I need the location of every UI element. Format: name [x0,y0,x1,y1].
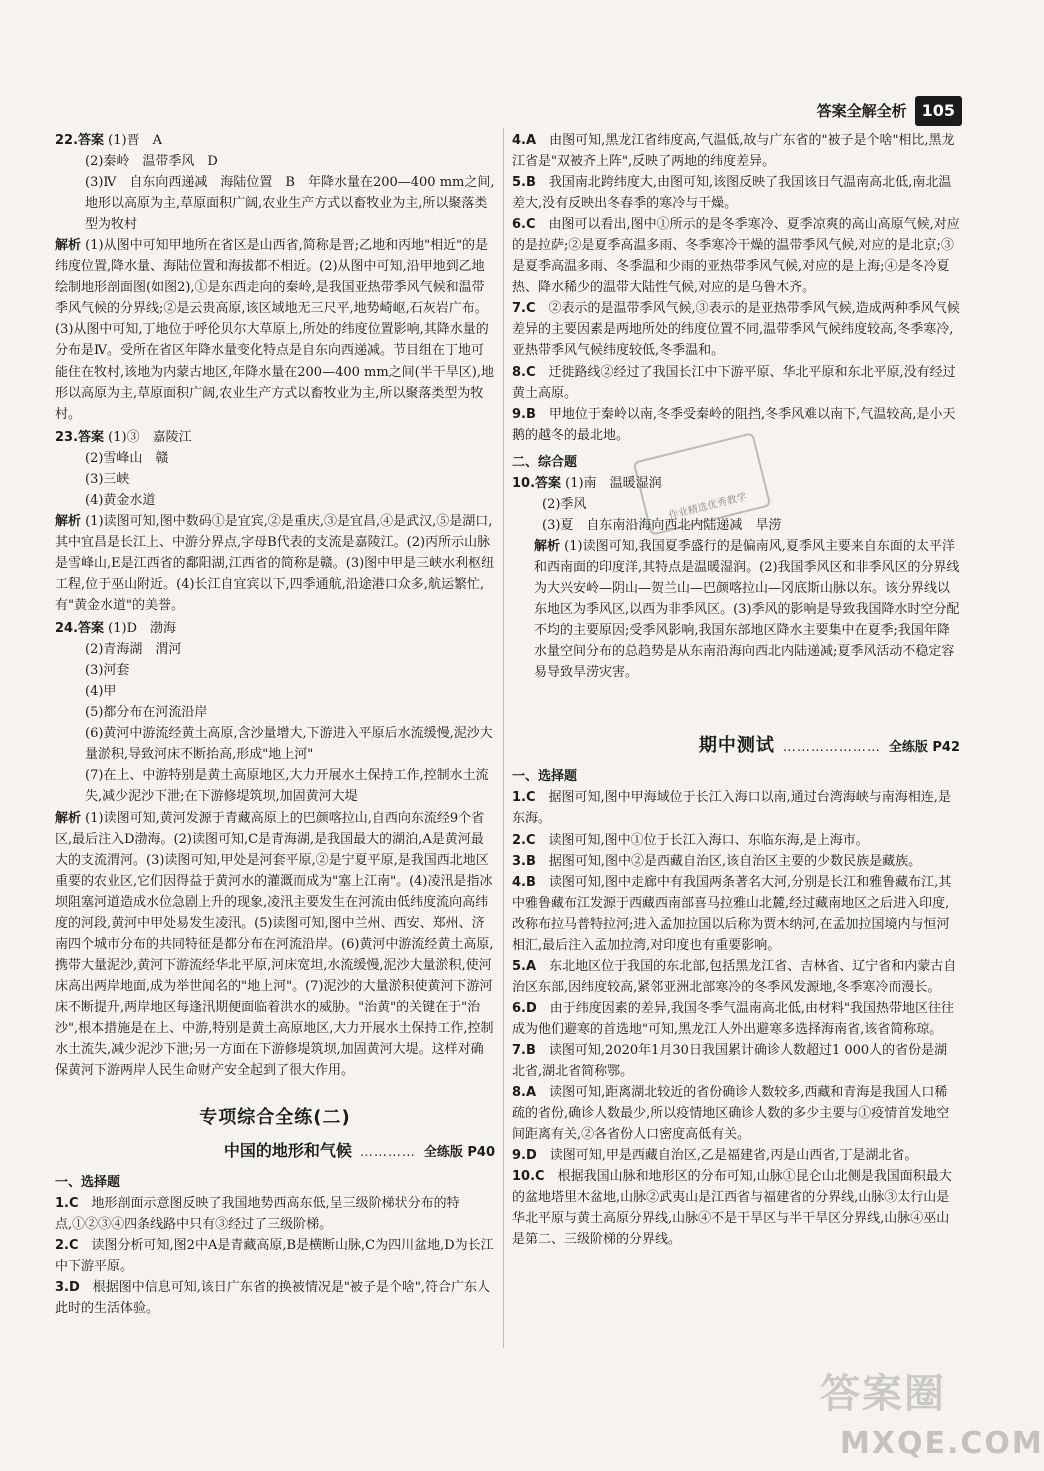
stamp-text: 作业精选优秀教学 [667,491,748,522]
choice-text: 由图可知,黑龙江省纬度高,气温低,故与广东省的"被子是个啥"相比,黑龙江省是"双被齐上阵",反映了两地的纬度差异。 [512,133,955,170]
choice-label: 3.B [512,853,536,869]
answer-line: (6)黄河中游流经黄土高原,含沙量增大,下游进入平原后水流缓慢,泥沙大量淤积,导致河床不断抬高,形成"地上河" [85,726,493,763]
choice-label: 4.A [512,133,537,148]
choice-text: 读图可知,距离湖北较近的省份确诊人数较多,西藏和青海是我国人口稀疏的省份,确诊人数最少,所以疫情地区确诊人数的多少主要与①疫情首发地空间距离有关,②各省份人口密度高低有关。 [512,1085,950,1143]
choice-text: 读图可知,图中走廊中有我国两条著名大河,分别是长江和雅鲁藏布江,其中雅鲁藏布江发源于西藏西南部喜马拉雅山北麓,经过藏南地区之后进入印度,改称布拉马普特拉河;进入孟加拉国以后称为贾木纳河,在孟加拉国境内与恒河相汇,最后注入孟加拉湾,对印度也有重要影响。 [512,874,952,953]
special-practice-title: 专项综合全练(二) [199,1107,351,1129]
page-header [817,96,962,126]
explanation-label: 解析 [55,238,82,254]
choice-text: 我国南北跨纬度大,由图可知,该图反映了我国该日气温南高北低,南北温差大,没有反映出冬春季的寒冷与干燥。 [512,175,952,212]
choice-item [512,1145,960,1166]
answer-line: (2)雪峰山 赣 [85,450,169,466]
answer-label: 22.答案 [55,133,105,148]
explanation-label: 解析 [55,513,82,529]
answer-line: (3)夏 自东南沿海向西北内陆递减 旱涝 [542,517,782,533]
left-column [55,130,495,1320]
choice-item [55,1193,495,1235]
header-title: 答案全解全析 [816,101,907,120]
answer-line: (4)黄金水道 [85,492,156,508]
choice-label: 8.A [512,1085,537,1101]
choice-item [512,1082,960,1145]
choice-text: 根据我国山脉和地形区的分布可知,山脉①昆仑山北侧是我国面积最大的盆地塔里木盆地,山脉②武夷山是江西省与福建省的分界线,山脉③太行山是华北平原与黄土高原分界线,山脉④不是干旱区与半干旱区分界线,山脉④巫山是第二、三级阶梯的分界线。 [512,1169,952,1248]
choice-text: 迁徙路线②经过了我国长江中下游平原、华北平原和东北平原,没有经过黄土高原。 [512,364,956,401]
explanation-text: (1)读图可知,黄河发源于青藏高原上的巴颜喀拉山,自西向东流经9个省区,最后注入D渤海。(2)读图可知,C是青海湖,是我国最大的湖泊,A是黄河最大的支流渭河。(3)读图可知,甲处是河套平原,②是宁夏平原,是我国西北地区重要的农业区,它们因得益于黄河水的灌溉而成为"塞上江南"。(4)凌汛是指冰坝阻塞河道造成水位急剧上升的现象,凌汛主要发生在河流由低纬度流向高纬度的河段,黄河中甲处易发生凌汛。(5)读图可知,图中兰州、西安、郑州、济南四个城市分布的共同特征是都分布在河流沿岸。(6)黄河中游流经黄土高原,携带大量泥沙,黄河下游流经华北平原,河床宽坦,水流缓慢,泥沙大量淤积,使河床高出两岸地面,成为举世闻名的"地上河"。(7)泥沙的大量淤积使黄河下游河床不断提升,两岸地区每逢汛期便面临着洪水的威胁。"治黄"的关键在于"治沙",根本措施是在上、中游,特别是黄土高原地区,大力开展水土保持工作,控制水土流失,减少泥沙下泄;另一方面在下游修堤筑坝,加固黄河大堤。这样对确保黄河下游两岸人民生命财产安全起到了很大作用。 [55,810,494,1079]
choice-text: 读图可知,甲是西藏自治区,乙是福建省,丙是山西省,丁是湖北省。 [549,1148,918,1164]
choice-text: 由于纬度因素的差异,我国冬季气温南高北低,由材料"我国热带地区往往成为他们避寒的首选地"可知,黑龙江人外出避寒多选择海南省,该省简称琼。 [512,1000,955,1037]
choice-item [512,298,960,361]
choice-item [55,1277,495,1319]
choice-label: 2.C [512,832,536,848]
topic-heading [55,1138,495,1164]
answer-line: (4)甲 [85,684,117,700]
choice-text: 读图分析可知,图2中A是青藏高原,B是横断山脉,C为四川盆地,D为长江中下游平原。 [55,1238,494,1275]
watermark-url: MXQE.COM [840,1426,1044,1461]
choice-item [512,362,960,404]
choice-label: 6.D [512,1000,537,1016]
explanation-text: (1)从图中可知甲地所在省区是山西省,简称是晋;乙地和丙地"相近"的是纬度位置,降水量、海陆位置和海拔都不相近。(2)从图中可知,沿甲地到乙地绘制地形剖面图(如图2),①是东西走向的秦岭,是我国亚热带季风气候和温带季风气候的分界线;②是云贵高原,该区域地无三尺平,地势崎岖,石灰岩广布。(3)从图中可知,丁地位于呼伦贝尔大草原上,所处的纬度位置影响,其降水量的分布是Ⅳ。受所在省区年降水量变化特点是自东向西递减。节目组在丁地可能住在牧村,该地为内蒙古地区,年降水量在200—400 mm之间(半干旱区),地形以高原为主,草原面积广阔,农业生产方式以畜牧业为主,所以聚落类型为牧村。 [55,238,494,422]
answer-line: (3)三峡 [85,471,130,487]
page-reference: 全练版 P40 [423,1145,495,1161]
explanation-label: 解析 [534,538,561,554]
section-heading: 一、选择题 [55,1175,121,1191]
explanation-label: 解析 [55,810,82,826]
answer-label: 23.答案 [55,429,105,445]
choice-text: 读图可知,图中①位于长江入海口、东临东海,是上海市。 [548,832,869,848]
choice-item [512,787,960,829]
choice-item [512,1166,960,1250]
choice-label: 8.C [512,364,536,380]
page-reference: 全练版 P42 [888,740,960,756]
choice-item [512,172,960,214]
midterm-heading [512,731,960,760]
choice-label: 7.B [512,1042,536,1058]
choice-label: 3.D [55,1280,80,1296]
explanation-text: (1)读图可知,图中数码①是宜宾,②是重庆,③是宜昌,④是武汉,⑤是湖口,其中宜昌是长江上、中游分界点,字母B代表的支流是嘉陵江。(2)丙所示山脉是雪峰山,E是江西省的鄱阳湖,江西省的简称是赣。(3)图中甲是三峡水利枢纽工程,位于巫山附近。(4)长江自宜宾以下,四季通航,沿途港口众多,航运繁忙,有"黄金水道"的美誉。 [55,513,495,614]
answer-label: 10.答案 [512,475,562,491]
section-heading: 二、综合题 [512,454,578,470]
choice-label: 9.B [512,406,536,422]
choice-text: 读图可知,2020年1月30日我国累计确诊人数超过1 000人的省份是湖北省,湖北省简称鄂。 [512,1042,948,1080]
choice-text: 根据图中信息可知,该日广东省的换被情况是"被子是个啥",符合广东人此时的生活体验。 [55,1280,491,1317]
choice-label: 5.B [512,175,536,191]
section-heading: 一、选择题 [512,769,578,785]
choice-item [512,130,960,172]
answer-24 [55,618,495,1081]
topic-title: 中国的地形和气候 [223,1141,352,1161]
choice-text: 地形剖面示意图反映了我国地势西高东低,呈三级阶梯状分布的特点,①②③④四条线路中只有③经过了三级阶梯。 [55,1196,460,1233]
choice-label: 2.C [55,1238,79,1254]
answer-line: (1)晋 A [108,133,162,148]
choice-item [512,830,960,851]
choice-item [512,872,960,956]
column-divider [503,128,504,1348]
choice-text: 东北地区位于我国的东北部,包括黑龙江省、吉林省、辽宁省和内蒙古自治区东部,因纬度较高,紧邻亚洲北部寒冷的冬季风发源地,冬季寒冷而漫长。 [512,958,957,995]
choice-label: 6.C [512,217,536,233]
choice-text: 甲地位于秦岭以南,冬季受秦岭的阻挡,冬季风难以南下,气温较高,是小天鹅的越冬的最北地。 [512,406,956,443]
choice-text: ②表示的是温带季风气候,③表示的是亚热带季风气候,造成两种季风气候差异的主要因素是两地所处的纬度位置不同,温带季风气候纬度较高,冬季寒冷,亚热带季风气候纬度较低,冬季温和。 [512,301,960,359]
choice-label: 4.B [512,874,536,890]
answer-line: (2)季风 [542,496,587,512]
choice-item [512,851,960,872]
answer-23 [55,427,495,616]
answer-line: (2)青海湖 渭河 [85,642,182,658]
choice-label: 7.C [512,301,536,317]
choice-label: 1.C [55,1196,79,1212]
leader-dots: ………………… [782,740,881,756]
answer-line: (7)在上、中游特别是黄土高原地区,大力开展水土保持工作,控制水土流失,减少泥沙下泄;在下游修堤筑坝,加固黄河大堤 [85,768,489,805]
answer-line: (2)秦岭 温带季风 D [85,154,218,170]
answer-line: (1)③ 嘉陵江 [108,429,192,445]
choice-label: 10.C [512,1169,545,1185]
answer-line: (1)D 渤海 [108,621,177,637]
choice-item [512,214,960,298]
leader-dots: ………… [359,1145,416,1161]
answer-22 [55,130,495,425]
answer-label: 24.答案 [55,621,105,637]
answer-line: (5)都分布在河流沿岸 [85,705,208,721]
answer-line: (1)南 温暖湿润 [565,475,662,491]
choice-item [512,956,960,998]
right-column [512,130,960,1250]
answer-line: (3)Ⅳ 自东向西递减 海陆位置 B 年降水量在200—400 mm之间,地形以高原为主,草原面积广阔,农业生产方式以畜牧业为主,所以聚落类型为牧村 [85,175,495,233]
watermark-logo: 答案圈 [820,1371,946,1417]
choice-item [512,998,960,1040]
choice-label: 5.A [512,958,537,974]
explanation-text: (1)读图可知,我国夏季盛行的是偏南风,夏季风主要来自东面的太平洋和西南面的印度洋,其特点是温暖湿润。(2)我国季风区和非季风区的分界线为大兴安岭—阴山—贺兰山—巴颜喀拉山—冈底斯山脉以东。该分界线以东地区为季风区,以西为非季风区。(3)季风的影响是导致我国降水时空分配不均的主要原因;受季风影响,我国东部地区降水主要集中在夏季;我国年降水量空间分布的总趋势是从东南沿海向西北内陆递减;夏季风活动不稳定容易导致旱涝灾害。 [534,538,960,681]
choice-text: 由图可以看出,图中①所示的是冬季寒冷、夏季凉爽的高山高原气候,对应的是拉萨;②是夏季高温多雨、冬季寒冷干燥的温带季风气候,对应的是北京;③是夏季高温多雨、冬季温和少雨的亚热带季风气候,对应的是上海;④是冬冷夏热、降水稀少的温带大陆性气候,对应的是乌鲁木齐。 [512,217,960,296]
choice-item [512,1040,960,1082]
page-number: 105 [915,96,962,126]
choice-item [55,1235,495,1277]
midterm-title: 期中测试 [698,735,775,757]
choice-label: 1.C [512,790,536,806]
choice-text: 据图可知,图中甲海域位于长江入海口以南,通过台湾海峡与南海相连,是东海。 [512,790,951,827]
choice-label: 9.D [512,1148,537,1164]
answer-line: (3)河套 [85,663,130,679]
choice-text: 据图可知,图中②是西藏自治区,该自治区主要的少数民族是藏族。 [548,853,922,869]
